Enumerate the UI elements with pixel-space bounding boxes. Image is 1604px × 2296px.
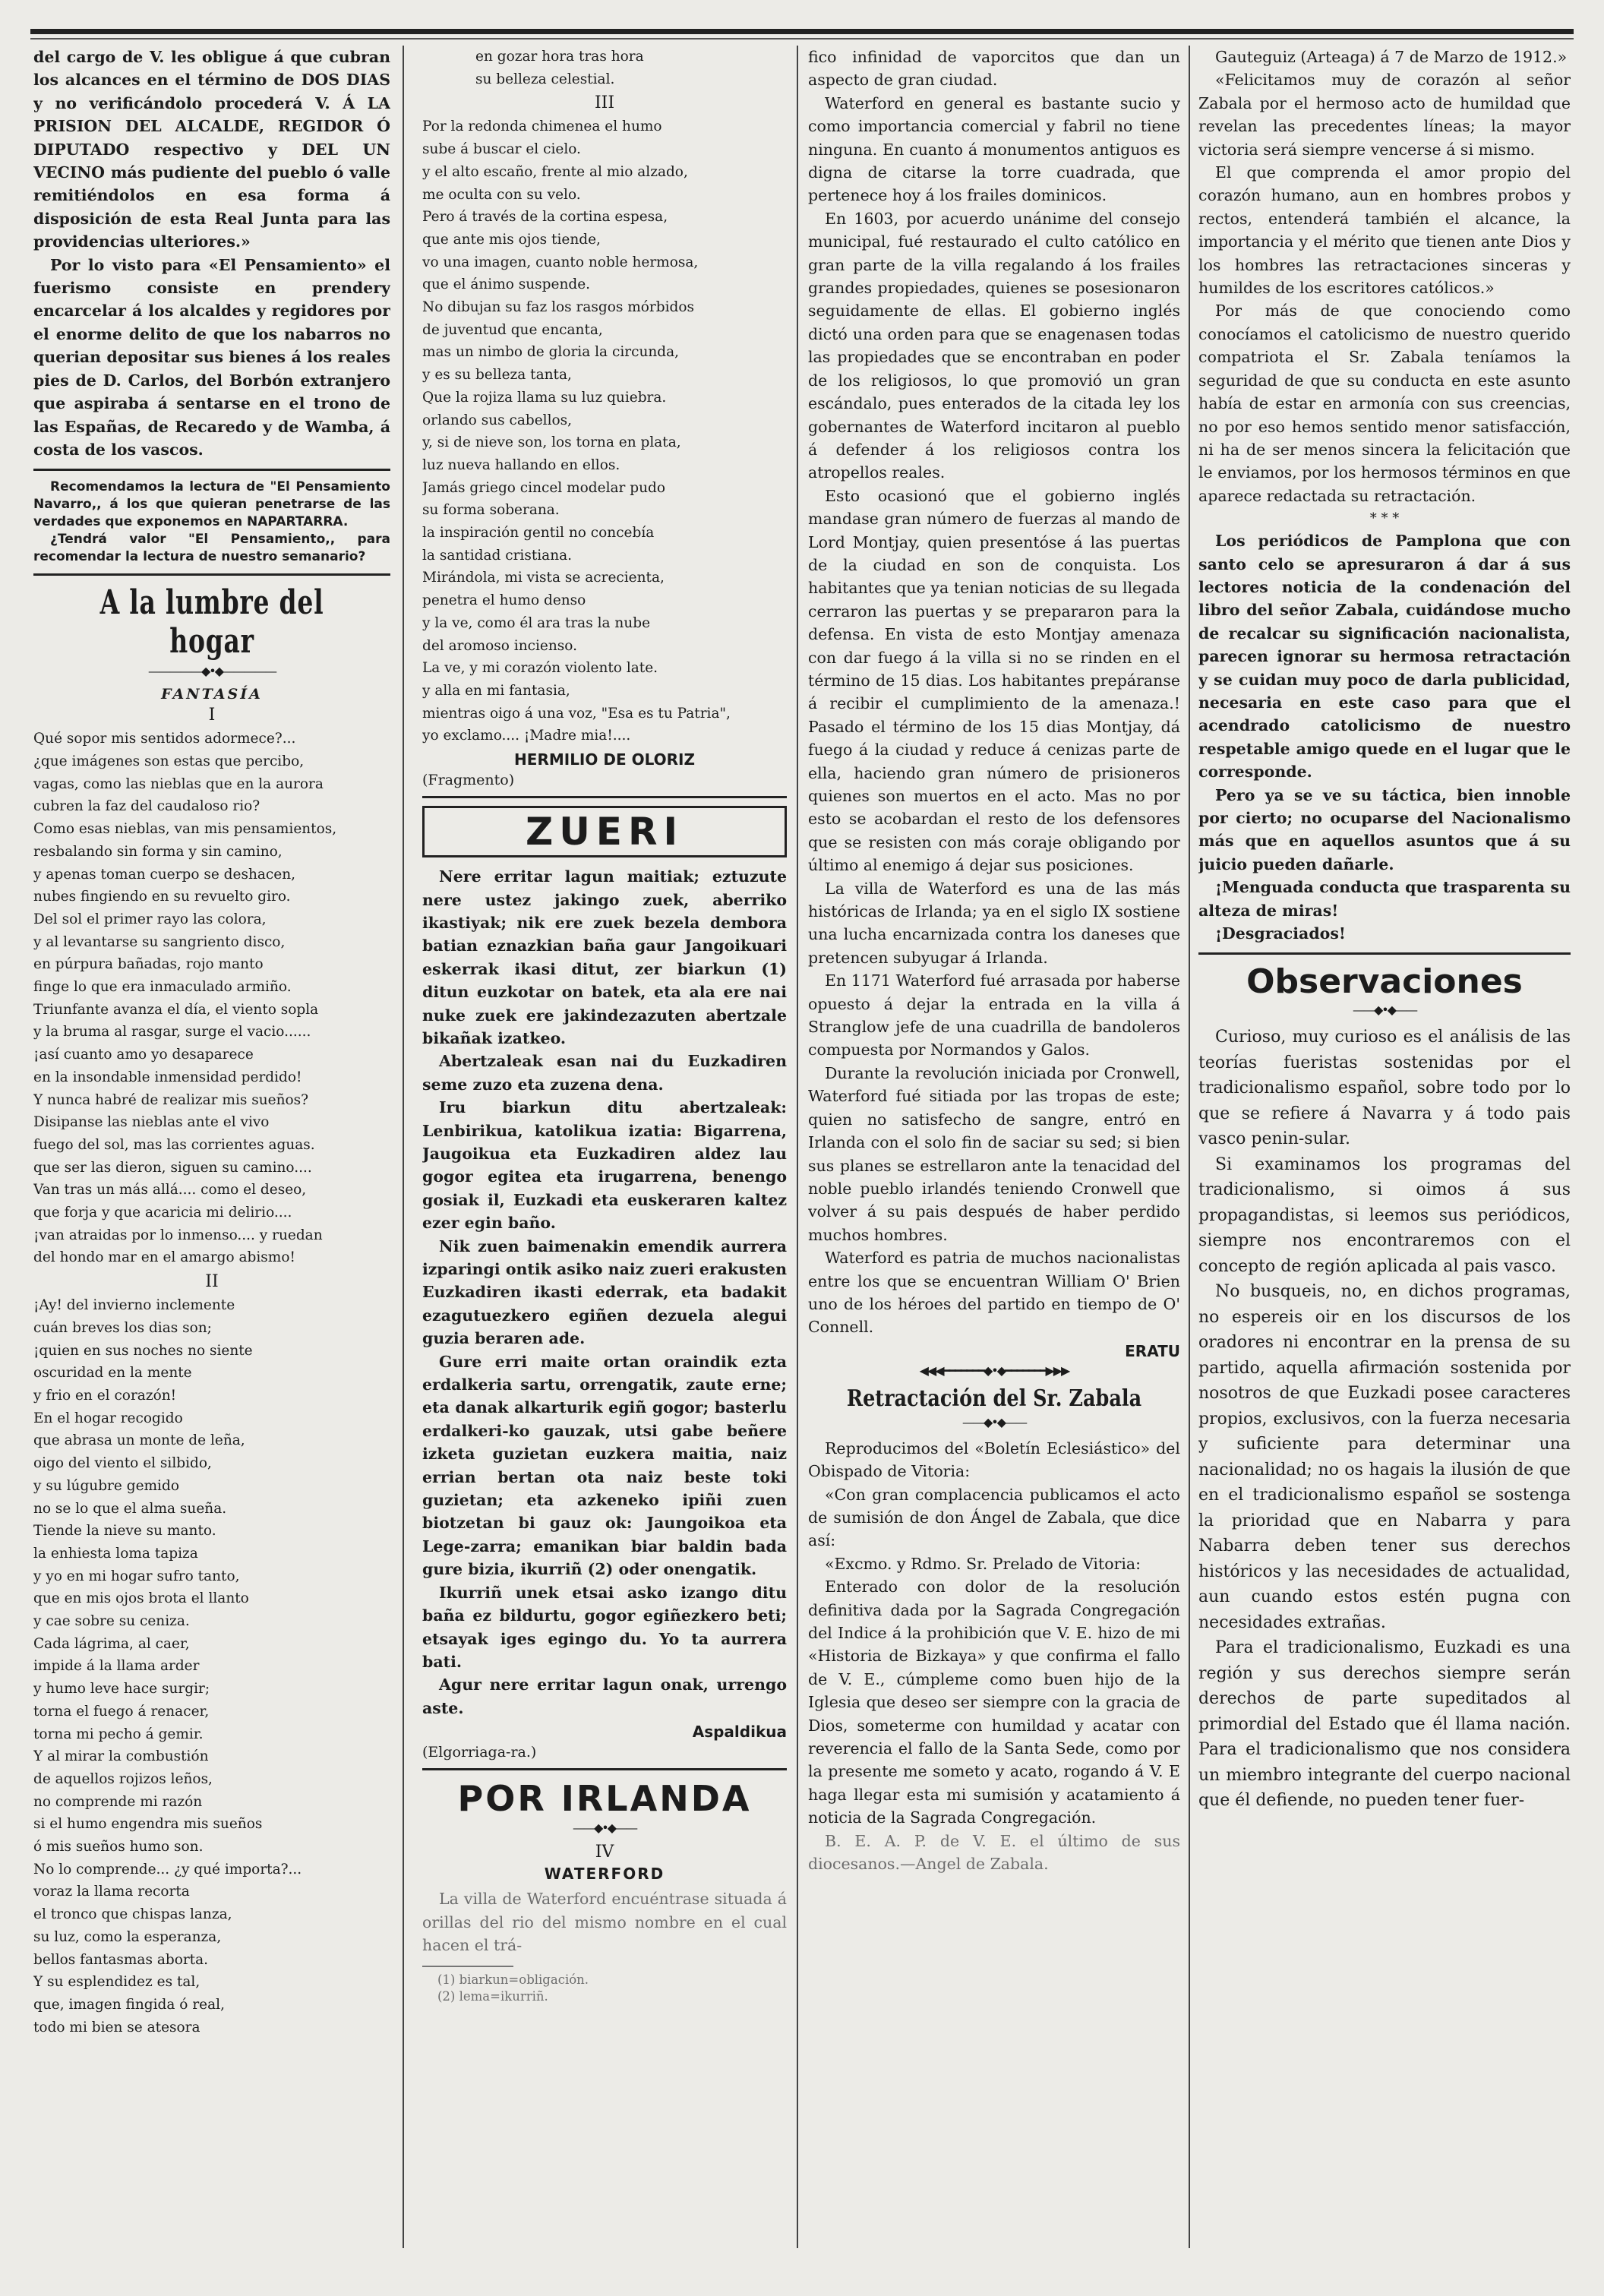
paragraph: Si examinamos los programas del tradicionalismo, si oimos á sus propagandistas, si leemos sus periódicos, siempre nos encontraremos con el concepto de región aplicada al pais vasco.	[1198, 1154, 1571, 1276]
article-title-observaciones: Observaciones	[1246, 962, 1523, 1002]
footnote: (2) lema=ikurriñ.	[437, 1989, 548, 2004]
paragraph: La villa de Waterford encuéntrase situada á orillas del rio del mismo nombre en el cual hacen el trá-	[422, 1890, 787, 1954]
paragraph: Abertzaleak esan nai du Euzkadiren seme zuzo eta zuzena dena.	[422, 1052, 787, 1094]
paragraph: «Excmo. y Rdmo. Sr. Prelado de Vitoria:	[825, 1554, 1141, 1573]
paragraph: No busqueis, no, en dichos programas, no espereis oir en los discursos de los oradores ni encontrar en la prensa de su partido, aquella afirmación sostenida por nosotros de que Euzkadi posee caracteres propios, exclusivos, con la fuerza necesaria y suficiente para determinar una nacionalidad; no os hagais la ilusión de que en el tradicionalismo español se sostenga la prioridad que en Nabarra y para Nabarra deben tener sus derechos históricos y las necesidades de actualidad, aun cuando estos estén pugna con necesidades extrañas.	[1198, 1282, 1571, 1632]
paragraph: Por más de que conociendo como conocíamos el catolicismo de nuestro querido compatriota el Sr. Zabala teníamos la seguridad de que su conducta en este asunto había de estar en armonía con sus creencias, no por eso hemos sentido menor satisfacción, ni ha de ser menos sincera la felicitación que le enviamos, por los hermosos términos en que aparece redactada su retractación.	[1198, 302, 1571, 505]
divider	[33, 573, 390, 576]
paragraph: Por lo visto para «El Pensamiento» el fuerismo consiste en prendery encarcelar á los alcaldes y regidores por el enorme delito de que los nabarros no querian depositar sus bienes á los reales pies de D. Carlos, del Borbón extranjero que aspiraba á sentarse en el trono de las Españas, de Recaredo y de Wamba, á costa de los vascos.	[33, 255, 390, 459]
top-rule-thin	[30, 38, 1574, 39]
ornament: —————◆•◆—————	[147, 664, 276, 679]
notice: Recomendamos la lectura de "El Pensamiento Navarro,, á los que quieran penetrarse de las verdades que exponemos en NAPARTARRA.	[33, 479, 390, 530]
section-number: I	[208, 706, 216, 725]
section-subtitle: WATERFORD	[544, 1865, 665, 1884]
paragraph: En 1171 Waterford fué arrasada por haberse opuesto á dejar la entrada en la villa á Stranglow jefe de una cuadrilla de bandoleros compuesta por Normandos y Galos.	[808, 971, 1180, 1060]
paragraph: B. E. A. P. de V. E. el último de sus diocesanos.—Angel de Zabala.	[808, 1831, 1180, 1874]
paragraph: Waterford en general es bastante sucio y como importancia comercial y fabril no tiene ninguna. En cuanto á monumentos antiguos es digna de citarse la torre cuadrada, que pertenece hoy á los frailes dominicos.	[808, 93, 1180, 205]
paragraph: Nik zuen baimenakin emendik aurrera izparingi ontik asiko naiz zueri erakusten Euzkadiren ikasti ederrak, eta badakit ezagutuezkero egiñen dezuela alegui guzia beraren ade.	[422, 1236, 787, 1348]
poem-subtitle: FANTASÍA	[161, 686, 263, 703]
article-title-irlanda: POR IRLANDA	[457, 1778, 752, 1820]
ornament: ——◆•◆——	[572, 1821, 637, 1836]
paragraph: Reproducimos del «Boletín Eclesiástico» del Obispado de Vitoria:	[808, 1439, 1180, 1481]
divider	[422, 796, 787, 798]
paragraph: Waterford es patria de muchos nacionalistas entre los que se encuentran William O' Brien uno de los héroes del partido en tiempo de O' Connell.	[808, 1249, 1180, 1337]
author-signature: ERATU	[1125, 1341, 1180, 1360]
column-4	[1198, 46, 1571, 2263]
paragraph: «Felicitamos muy de corazón al señor Zabala por el hermoso acto de humildad que revelan las precedentes líneas; la mayor victoria será siempre vencerse á si mismo.	[1198, 71, 1571, 159]
poem-stanza: Qué sopor mis sentidos adormece?... ¿que imágenes son estas que percibo, vagas, como las nieblas que en la aurora cubren la faz del caudaloso rio? Como esas nieblas, van mis pensamientos, resbalando sin forma y sin camino, y apenas toman cuerpo se deshacen, nubes fingiendo en su revuelto giro. Del sol el primer rayo las colora, y al levantarse su sangriento disco, en púrpura bañadas, rojo manto finge lo que era inmaculado armiño. Triunfante avanza el día, el viento sopla y la bruma al rasgar, surge el vacio...... ¡así cuanto amo yo desaparece en la insondable inmensidad perdido! Y nunca habré de realizar mis sueños? Disipanse las nieblas ante el vivo fuego del sol, mas las corrientes aguas. que ser las dieron, siguen su camino.... Van tras un más allá.... como el deseo, que forja y que acaricia mi delirio.... ¡van atraidas por lo inmenso.... y ruedan del hondo mar en el amargo abismo!	[33, 731, 337, 1266]
column-1	[33, 46, 390, 2263]
paragraph: Los periódicos de Pamplona que con santo celo se apresuraron á dar á sus lectores noticia de la condenación del libro del señor Zabala, cuidándose mucho de recalcar su significación nacionalista, parecen ignorar su hermosa retractación y se cuidan muy poco de darla publicidad, necesaria en este caso para que el acendrado catolicismo de nuestro respetable amigo quede en el lugar que le corresponde.	[1198, 532, 1571, 782]
paragraph: La villa de Waterford es una de las más históricas de Irlanda; ya en el siglo IX sostiene una lucha encarnizada contra los daneses que pretencen subyugar á Irlanda.	[808, 879, 1180, 967]
divider	[33, 469, 390, 471]
paragraph: Gure erri maite ortan oraindik ezta erdalkeria sartu, orrengatik, zaute erne; eta danak alkarturik egiñ gogor; basterlu erdalkeri-ko gauzak, utsi gabe beñere izketa guzietan euzkera maitia, naiz errian bertan ota naiz beste toki guzietan; eta azkeneko ipiñi zuen biotzetan bi gauz ok: Jaungoikoa eta Lege-zarra; emanikan biar baldin bada gure bizia, ikurriñ (2) oder onengatik.	[422, 1352, 787, 1579]
column-divider	[403, 46, 404, 2248]
paragraph: El que comprenda el amor propio del corazón humano, aun en hombres probos y rectos, entenderá también el alcance, la importancia y el mérito que tienen ante Dios y los hombres las retractaciones sinceras y humildes de los escritores católicos.»	[1198, 163, 1571, 298]
poem-stanza: Por la redonda chimenea el humo sube á buscar el cielo. y el alto escaño, frente al mio alzado, me oculta con su velo. Pero á través de la cortina espesa, que ante mis ojos tiende, vo una imagen, cuanto noble hermosa, que el ánimo suspende. No dibujan su faz los rasgos mórbidos de juventud que encanta, mas un nimbo de gloria la circunda, y es su belleza tanta, Que la rojiza llama su luz quiebra. orlando sus cabellos, y, si de nieve son, los torna en plata, luz nueva hallando en ellos. Jamás griego cincel modelar pudo su forma soberana. la inspiración gentil no concebía la santidad cristiana. Mirándola, mi vista se acrecienta, penetra el humo denso y la ve, como él ara tras la nube del aromoso incienso. La ve, y mi corazón violento late. y alla en mi fantasia, mientras oigo á una voz, "Esa es tu Patria", yo exclamo.... ¡Madre mia!....	[422, 118, 731, 744]
divider	[422, 1768, 787, 1770]
paragraph: Iru biarkun ditu abertzaleak: Lenbirikua, katolikua izatia: Bigarrena, Jaugoikua eta Euzkadiren aldez lau gogor egitea eta irugarrena, benengo gosiak il, Euzkadi eta euskeraren kaltez ezer egin baño.	[422, 1098, 787, 1233]
ornament: ——◆•◆——	[1352, 1003, 1417, 1018]
column-divider	[797, 46, 798, 2248]
poem-stanza: ¡Ay! del invierno inclemente cuán breves los dias son; ¡quien en sus noches no siente oscuridad en la mente y frio en el corazón! En el hogar recogido que abrasa un monte de leña, oigo del viento el silbido, y su lúgubre gemido no se lo que el alma sueña. Tiende la nieve su manto. la enhiesta loma tapiza y yo en mi hogar sufro tanto, que en mis ojos brota el llanto y cae sobre su ceniza. Cada lágrima, al caer, impide á la llama arder y humo leve hace surgir; torna el fuego á renacer, torna mi pecho á gemir. Y al mirar la combustión de aquellos rojizos leños, no comprende mi razón si el humo engendra mis sueños ó mis sueños humo son. No lo comprende... ¿y qué importa?... voraz la llama recorta el tronco que chispas lanza, su luz, como la esperanza, bellos fantasmas aborta. Y su esplendidez es tal, que, imagen fingida ó real, todo mi bien se atesora	[33, 1297, 302, 2035]
paragraph: Enterado con dolor de la resolución definitiva dada por la Sagrada Congregación del Indice á la prohibición que V. E. hizo de mi «Historia de Bizkaya» y que confirma el fallo de V. E., cúmpleme como buen hijo de la Iglesia que deseo ser siempre con la gracia de Dios, someterme con humildad y acatar con reverencia el fallo de la Santa Sede, como por la presente me someto y acato, rogando á V. E haga llegar esta mi sumisión y acatamiento á noticia de la Sagrada Congregación.	[808, 1578, 1180, 1827]
paragraph: del cargo de V. les obligue á que cubran los alcances en el término de DOS DIAS y no verificándolo procederá V. Á LA PRISION DEL ALCALDE, REGIDOR Ó DIPUTADO respectivo y DEL UN VECINO más pudiente del pueblo ó valle remitiéndolos en esa forma á disposición de esta Real Junta para las providencias ulteriores.»	[33, 48, 390, 251]
paragraph: Durante la revolución iniciada por Cronwell, Waterford fué sitiada por las tropas de este; quien no satisfecho de sangre, entró en Irlanda con el solo fin de saciar su sed; si bien sus planes se estrellaron ante la tenacidad del noble pueblo irlandés teniendo Cronwell que volver á su pais después de haber perdido muchos hombres.	[808, 1063, 1180, 1244]
paragraph: ¡Desgraciados!	[1215, 924, 1346, 943]
article-title-retractacion: Retractación del Sr. Zabala	[846, 1385, 1142, 1412]
article-title-zueri: ZUERI	[422, 806, 787, 857]
paragraph: ¡Menguada conducta que trasparenta su alteza de miras!	[1198, 878, 1571, 920]
paragraph: En 1603, por acuerdo unánime del consejo municipal, fué restaurado el culto católico en gran parte de la villa regalando á los frailes grandes propiedades, quienes se posesionaron seguidamente de ellas. El gobierno inglés dictó una orden para que se enagenasen todas las propiedades que se encontraban en poder de los religiosos, lo que promovió un gran escándalo, pues enterados de la citada ley los gobernantes de Waterford incitaron al pueblo á defender á los religiosos contra los atropellos reales.	[808, 209, 1180, 482]
column-2	[422, 46, 787, 2263]
paragraph: fico infinidad de vaporcitos que dan un aspecto de gran ciudad.	[808, 48, 1180, 90]
notice: ¿Tendrá valor "El Pensamiento,, para recomendar la lectura de nuestro semanario?	[33, 532, 390, 565]
section-number: III	[594, 93, 615, 113]
paragraph: Agur nere erritar lagun onak, urrengo aste.	[422, 1675, 787, 1717]
paragraph: Pero ya se ve su táctica, bien innoble por cierto; no ocuparse del Nacionalismo más que en aquellos asuntos que á su juicio pueden dañarle.	[1198, 785, 1571, 873]
footnote-rule	[422, 1966, 513, 1967]
author-signature: Aspaldikua	[692, 1723, 787, 1742]
paragraph: Para el tradicionalismo, Euzkadi es una región y sus derechos siempre serán derechos de parte supeditados al primordial del Estado que él llama nación. Para el tradicionalismo que nos considera un miembro integrante del cuerpo nacional que él defiende, no pueden tener fuer-	[1198, 1638, 1571, 1811]
paragraph: Curioso, muy curioso es el análisis de las teorías fueristas sostenidas por el tradicionalismo español, sobre todo por lo que se refiere á Navarra y á todo pais vasco penin-sular.	[1198, 1028, 1571, 1149]
section-break: * * *	[1369, 510, 1400, 527]
ornament: ——◆•◆——	[961, 1414, 1027, 1429]
poem-title: A la lumbre del hogar	[99, 583, 324, 662]
column-3	[808, 46, 1180, 2263]
place-note: (Elgorriaga-ra.)	[422, 1744, 537, 1761]
footnote: (1) biarkun=obligación.	[437, 1972, 589, 1988]
poem-stanza: en gozar hora tras hora su belleza celestial.	[475, 49, 644, 87]
paragraph: Nere erritar lagun maitiak; eztuzute nere ustez jakingo zuek, aberriko ikastiyak; nik ere zuek bezela dembora batian eznazkian baña gaur Jangoikuari eskerrak ikasi ditut, zer biarkun (1) ditun euzkotar on batek, eta ala ere nai nuke zuek ere jakindezazuten abertzale bikañak izatkeo.	[422, 867, 787, 1047]
ornament: ◀◀◀━━━━━━━◆•◆━━━━━━━▶▶▶	[919, 1363, 1069, 1378]
paragraph: «Con gran complacencia publicamos el acto de sumisión de don Ángel de Zabala, que dice así:	[808, 1485, 1180, 1550]
paragraph: Ikurriñ unek etsai asko izango ditu baña ez bildurtu, gogor egiñezkero beti; etsayak iges egingo du. Yo ta aurrera bati.	[422, 1583, 787, 1671]
top-rule	[30, 29, 1574, 34]
divider	[1198, 952, 1571, 955]
paragraph: Gauteguiz (Arteaga) á 7 de Marzo de 1912.»	[1215, 48, 1568, 66]
column-divider	[1189, 46, 1190, 2248]
paragraph: Esto ocasionó que el gobierno inglés mandase gran número de fuerzas al mando de Lord Montjay, quien presentóse á las puertas de la ciudad en son de conquista. Los habitantes que ya tenian noticias de su llegada cerraron las puertas y se prepararon para la defensa. En vista de esto Montjay amenaza con dar fuego á la villa si no se rinden en el término de 15 dias. Los habitantes prepáranse á recibir el cumplimiento de la amenaza.! Pasado el término de los 15 dias Montjay, dá fuego á la ciudad y reduce á cenizas parte de ella, haciendo gran número de prisioneros quienes son muertos en el acto. Mas no por esto se acobardan el resto de los defensores que se resisten con más coraje obligando por último al enemigo á dejar sus posiciones.	[808, 486, 1180, 875]
section-number: II	[205, 1272, 219, 1292]
author-signature: HERMILIO DE OLORIZ	[514, 750, 695, 769]
fragment-note: (Fragmento)	[422, 772, 515, 789]
section-number: IV	[595, 1843, 614, 1862]
